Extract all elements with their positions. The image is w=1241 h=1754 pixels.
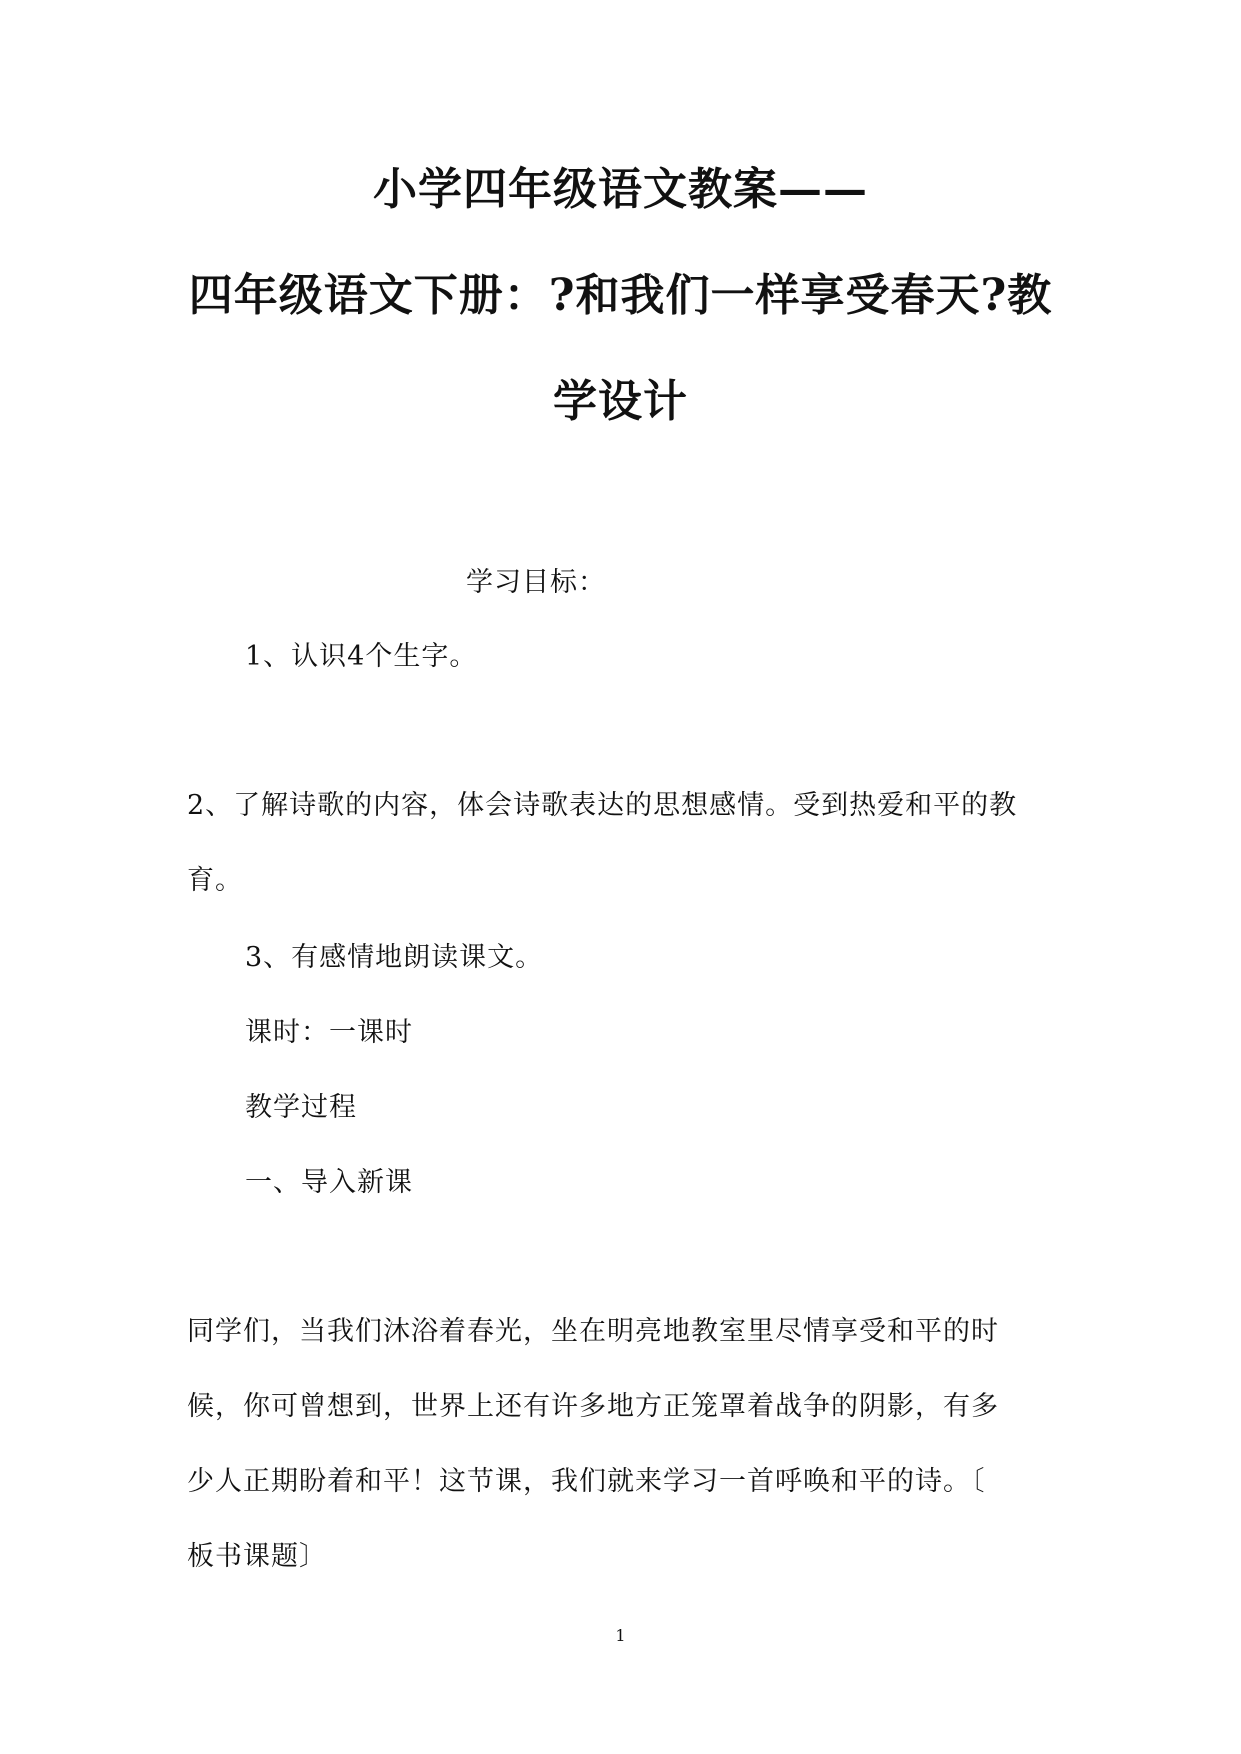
- title-line-1: 小学四年级语文教案——: [373, 164, 868, 215]
- title-line-2: 四年级语文下册：?和我们一样享受春天?教: [188, 270, 1053, 321]
- intro-paragraph-line-1: 同学们，当我们沐浴着春光，坐在明亮地教室里尽情享受和平的时: [187, 1316, 999, 1347]
- objective-2-line-2: 育。: [187, 865, 243, 896]
- page-number: 1: [615, 1626, 626, 1645]
- objective-3: 3、有感情地朗读课文。: [245, 942, 544, 973]
- intro-paragraph-line-3: 少人正期盼着和平！这节课，我们就来学习一首呼唤和平的诗。〔: [187, 1466, 986, 1497]
- intro-paragraph-line-4: 板书课题〕: [187, 1541, 327, 1572]
- class-hours: 课时：一课时: [245, 1017, 413, 1048]
- objective-1: 1、认识4个生字。: [245, 641, 478, 672]
- process-heading: 教学过程: [245, 1092, 357, 1123]
- title-line-3: 学设计: [553, 376, 688, 427]
- section-1-heading: 一、导入新课: [245, 1167, 413, 1198]
- intro-paragraph-line-2: 候，你可曾想到，世界上还有许多地方正笼罩着战争的阴影，有多: [187, 1391, 999, 1422]
- objective-2-line-1: 2、了解诗歌的内容，体会诗歌表达的思想感情。受到热爱和平的教: [187, 790, 1018, 821]
- objectives-heading: 学习目标：: [466, 567, 606, 598]
